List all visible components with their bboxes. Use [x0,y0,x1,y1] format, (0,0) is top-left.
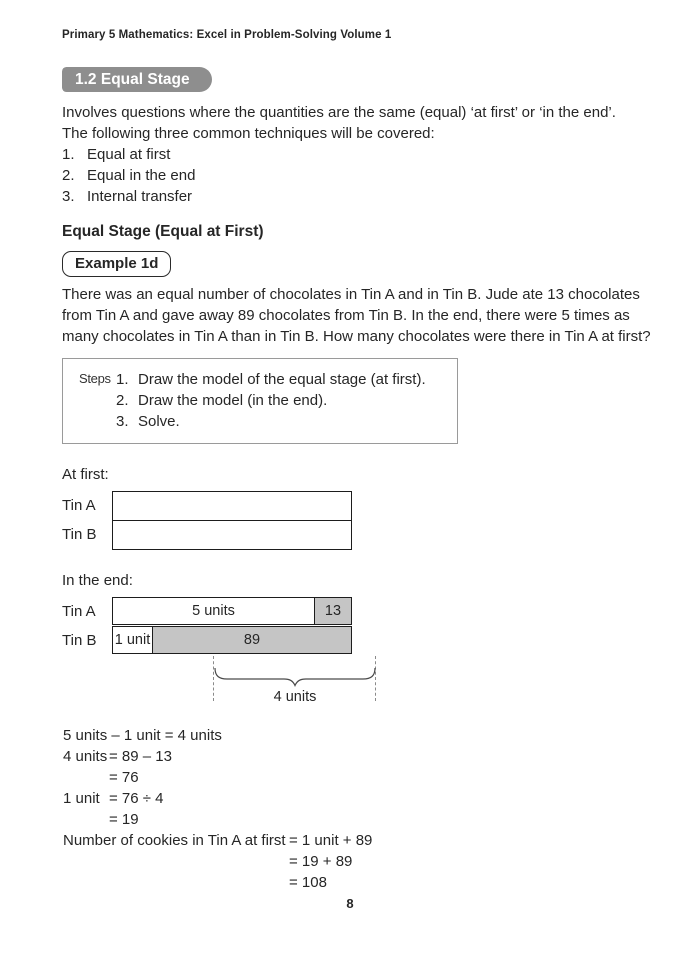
equation-rhs: = 89 – 13 [109,748,172,765]
tin-a-bar [112,597,352,625]
list-item-number: 3. [62,188,75,205]
list-item [62,144,700,165]
tin-b-label: Tin B [62,526,97,543]
step-number: 2. [116,392,129,409]
bar-model-labels [62,597,112,655]
list-item-text: Equal in the end [87,167,196,184]
answer-lhs [63,872,289,893]
equation-lhs [63,767,109,788]
tin-a-label: Tin A [62,603,96,620]
at-first-caption: At first: [62,466,109,483]
steps-label: Steps [79,371,111,386]
step-text: Draw the model of the equal stage (at first). [138,371,426,388]
running-header: Primary 5 Mathematics: Excel in Problem-Solving Volume 1 [62,29,392,41]
answer-lhs: Number of cookies in Tin A at first [63,832,286,849]
bar-model-at-first [62,491,700,550]
subsection-heading: Equal Stage (Equal at First) [62,223,264,240]
section-badge-row [0,41,700,92]
example-badge: Example 1d [62,251,171,277]
list-item [62,186,700,207]
solution-working [63,725,700,893]
equation-rhs: = 76 [109,769,139,786]
answer-rhs: = 108 [289,874,327,891]
segmented-bars [112,597,352,655]
list-item-text: Internal transfer [87,188,193,205]
equal-bars-box [112,491,352,550]
solution-line [63,872,700,893]
step-item [116,369,426,390]
tin-b-bar-empty [113,520,351,549]
tin-b-bar [112,626,352,654]
equation-rhs: = 76 ÷ 4 [109,790,164,807]
solution-line [63,851,700,872]
tin-a-bar-empty [113,492,351,520]
tin-b-89-segment: 89 [153,627,351,653]
curly-brace [214,668,376,687]
list-item-number: 1. [62,146,75,163]
equation-text: 5 units – 1 unit = 4 units [63,727,222,744]
example-badge-row [0,241,700,277]
bar-model-in-end [62,597,700,655]
in-the-end-caption: In the end: [62,572,133,589]
equation-lhs: 1 unit [63,790,100,807]
answer-lhs [63,851,289,872]
problem-line: from Tin A and gave away 89 chocolates from Tin B. In the end, there were 5 times as [62,307,630,324]
equation-lhs: 4 units [63,748,108,765]
problem-line: There was an equal number of chocolates in Tin A and in Tin B. Jude ate 13 chocolates [62,286,640,303]
techniques-list [62,144,700,207]
tin-a-units-segment: 5 units [113,598,315,624]
list-item [62,165,700,186]
step-text: Draw the model (in the end). [138,392,328,409]
step-text: Solve. [138,413,180,430]
tin-b-unit-segment: 1 unit [113,627,153,653]
bar-model-labels [62,491,112,550]
problem-statement [62,284,700,347]
intro-line: The following three common techniques will be covered: [62,125,435,142]
tin-b-label: Tin B [62,632,97,649]
tin-a-label: Tin A [62,497,96,514]
page-number: 8 [346,896,354,911]
answer-rhs: = 1 unit + 89 [289,832,373,849]
solution-line [63,788,700,809]
equation-rhs: = 19 [109,811,139,828]
solution-line [63,830,700,851]
brace-annotation [174,655,414,711]
list-item-number: 2. [62,167,75,184]
brace-label: 4 units [273,689,317,705]
step-number: 1. [116,371,129,388]
equation-lhs [63,809,109,830]
step-item [116,411,426,432]
section-badge: 1.2 Equal Stage [62,67,212,92]
solution-line [63,767,700,788]
solution-line [63,746,700,767]
solution-line [63,725,700,746]
steps-box [62,358,458,444]
step-number: 3. [116,413,129,430]
list-item-text: Equal at first [87,146,171,163]
problem-line: many chocolates in Tin A than in Tin B. How many chocolates were there in Tin A at first? [62,328,651,345]
section-intro [62,102,700,144]
step-item [116,390,426,411]
intro-line: Involves questions where the quantities are the same (equal) ‘at first’ or ‘in the end’. [62,104,616,121]
answer-rhs: = 19 + 89 [289,853,353,870]
solution-line [63,809,700,830]
tin-a-13-segment: 13 [315,598,351,624]
steps-list [116,369,426,432]
